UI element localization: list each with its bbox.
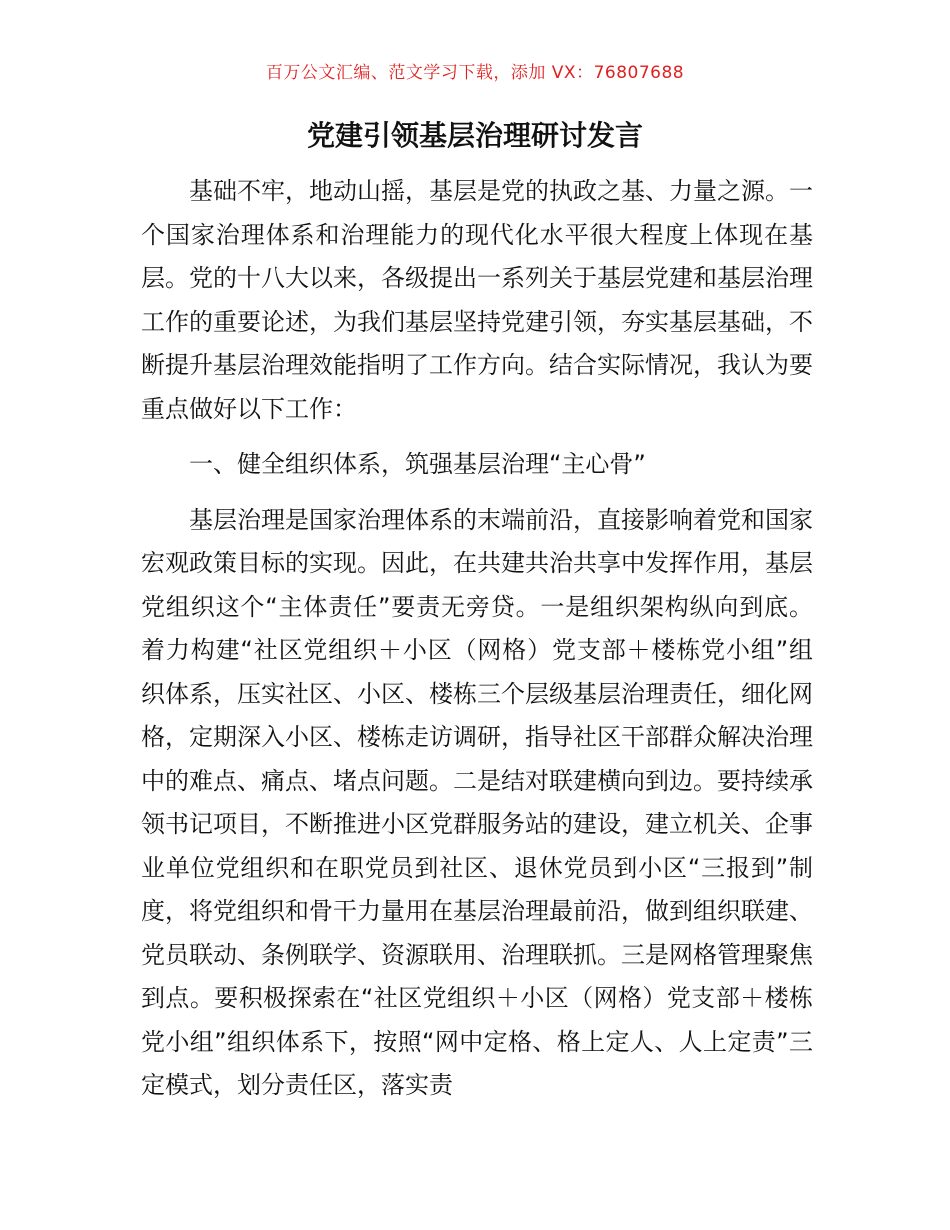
- section-heading: 一、健全组织体系，筑强基层治理“主心骨”: [189, 450, 646, 478]
- document-body: [141, 170, 813, 1108]
- watermark-header: 百万公文汇编、范文学习下载，添加 VX：76807688: [265, 63, 685, 83]
- document-title: 党建引领基层治理研讨发言: [306, 119, 643, 152]
- intro-paragraph: 基础不牢，地动山摇，基层是党的执政之基、力量之源。一个国家治理体系和治理能力的现代化水平很大程度上体现在基层。党的十八大以来，各级提出一系列关于基层党建和基层治理工作的重要论述，为我们基层坚持党建引领，夯实基层基础，不断提升基层治理效能指明了工作方向。结合实际情况，我认为要重点做好以下工作：: [141, 177, 813, 423]
- section-paragraph: 基层治理是国家治理体系的末端前沿，直接影响着党和国家宏观政策目标的实现。因此，在共建共治共享中发挥作用，基层党组织这个“主体责任”要责无旁贷。一是组织架构纵向到底。着力构建“社区党组织＋小区（网格）党支部＋楼栋党小组”组织体系，压实社区、小区、楼栋三个层级基层治理责任，细化网格，定期深入小区、楼栋走访调研，指导社区干部群众解决治理中的难点、痛点、堵点问题。二是结对联建横向到边。要持续承领书记项目，不断推进小区党群服务站的建设，建立机关、企事业单位党组织和在职党员到社区、退休党员到小区“三报到”制度，将党组织和骨干力量用在基层治理最前沿，做到组织联建、党员联动、条例联学、资源联用、治理联抓。三是网格管理聚焦到点。要积极探索在“社区党组织＋小区（网格）党支部＋楼栋党小组”组织体系下，按照“网中定格、格上定人、人上定责”三定模式，划分责任区，落实责: [141, 505, 813, 1099]
